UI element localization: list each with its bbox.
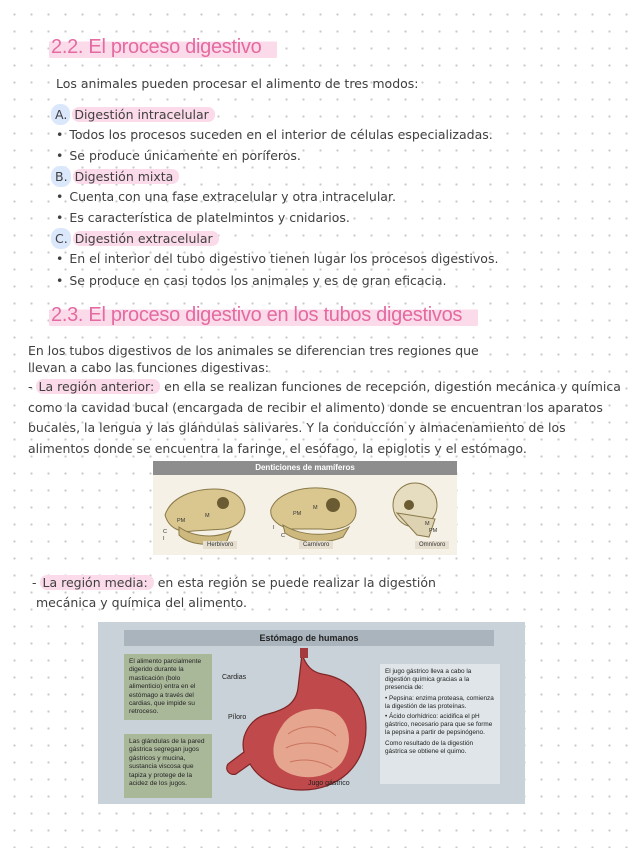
- section-2-3-intro-line-1: En los tubos digestivos de los animales se diferencian tres regiones que: [28, 343, 479, 358]
- mode-b-letter: B.: [51, 166, 71, 187]
- stomach-icon: [227, 648, 366, 790]
- teeth-label-4: I: [163, 536, 165, 542]
- region-anterior-paragraph: [28, 377, 626, 459]
- stomach-label-piloro: Píloro: [228, 714, 247, 721]
- region-media-label: La región media:: [40, 575, 153, 590]
- mode-b-point-2: • Es característica de platelmintos y cnidarios.: [56, 207, 350, 228]
- teeth-label-2: M: [205, 513, 210, 519]
- stomach-figure: [98, 622, 525, 804]
- stomach-left-box-1: El alimento parcialmente digerido durante la masticación (bolo alimenticio) entra en el estómago a través del cardias, que impide su retroceso.: [124, 654, 212, 720]
- section-2-2-intro: Los animales pueden procesar el alimento de tres modos:: [56, 76, 419, 91]
- mode-c-point-1: • En el interior del tubo digestivo tienen lugar los procesos digestivos.: [56, 248, 498, 269]
- region-anterior-text: en ella se realizan funciones de recepción, digestión mecánica y química como la cavidad bucal (encargada de recibir el alimento) donde se encuentran los aparatos bucales, la lengua y las glándulas salivares. Y la conducción y almacenamiento de los alimentos donde se encuentra la faringe, el esófago, la epiglotis y el estómago.: [28, 379, 621, 456]
- teeth-label-8: C: [281, 533, 285, 539]
- stomach-right-box: [380, 664, 500, 784]
- stomach-right-item-1: • Pepsina: enzima proteasa, comienza la digestión de las proteínas.: [385, 694, 494, 710]
- teeth-caption-omnivore: Omnívoro: [415, 541, 449, 549]
- stomach-label-jugo: Jugo gástrico: [308, 780, 350, 787]
- stomach-right-outro: Como resultado de la digestión gástrica se obtiene el quimo.: [385, 739, 474, 755]
- mode-c-name: Digestión extracelular: [73, 231, 219, 246]
- teeth-label-6: M: [313, 505, 318, 511]
- teeth-label-9: M: [425, 521, 430, 527]
- section-2-2-heading: 2.2. El proceso digestivo: [49, 36, 277, 59]
- mode-a-point-2: • Se produce únicamente en poríferos.: [56, 145, 301, 166]
- mode-a-name: Digestión intracelular: [72, 107, 214, 122]
- teeth-label-5: PM: [293, 511, 302, 517]
- stomach-right-item-2: • Ácido clorhídrico: acidifica el pH gástrico, necesario para que se forme la pepsina a partir de pepsinógeno.: [385, 713, 493, 737]
- mode-b-name: Digestión mixta: [73, 169, 180, 184]
- stomach-figure-title: Estómago de humanos: [124, 630, 494, 646]
- stomach-illustration: [216, 648, 386, 804]
- stomach-label-cardias: Cardias: [222, 674, 247, 681]
- stomach-left-box-2: Las glándulas de la pared gástrica segregan jugos gástricos y mucina, sustancia viscosa que tapiza y protege de la acidez de los jugos.: [124, 734, 212, 798]
- mode-c-point-2: • Se produce en casi todos los animales y es de gran eficacia.: [56, 270, 447, 291]
- mode-a-title: [51, 104, 215, 125]
- teeth-caption-herbivore: Herbívoro: [203, 541, 237, 549]
- mode-c-letter: C.: [51, 228, 71, 249]
- region-anterior-label: La región anterior:: [36, 379, 160, 394]
- region-media-dash: -: [32, 575, 41, 590]
- teeth-label-1: PM: [177, 518, 186, 524]
- mode-c-title: [51, 228, 219, 249]
- teeth-label-3: C: [163, 529, 167, 535]
- mode-a-point-1: • Todos los procesos suceden en el interior de células especializadas.: [56, 124, 493, 145]
- section-2-3-intro-line-2: llevan a cabo las funciones digestivas:: [28, 360, 269, 375]
- region-media-line-1: [32, 572, 436, 593]
- teeth-label-10: PM: [429, 528, 438, 534]
- teeth-caption-carnivore: Carnívoro: [299, 541, 333, 549]
- mode-a-letter: A.: [51, 104, 70, 125]
- teeth-figure-title: Denticiones de mamíferos: [153, 461, 457, 475]
- region-media-line-2: mecánica y química del alimento.: [36, 595, 247, 610]
- region-anterior-dash: -: [28, 379, 37, 394]
- teeth-label-7: I: [273, 525, 275, 531]
- mode-b-title: [51, 166, 179, 187]
- section-2-3-heading: 2.3. El proceso digestivo en los tubos digestivos: [49, 304, 478, 327]
- teeth-figure: [153, 461, 457, 555]
- stomach-right-intro: El jugo gástrico lleva a cabo la digestión química gracias a la presencia de:: [385, 668, 472, 692]
- region-media-text: en esta región se puede realizar la digestión: [153, 575, 436, 590]
- mode-b-point-1: • Cuenta con una fase extracelular y otra intracelular.: [56, 186, 396, 207]
